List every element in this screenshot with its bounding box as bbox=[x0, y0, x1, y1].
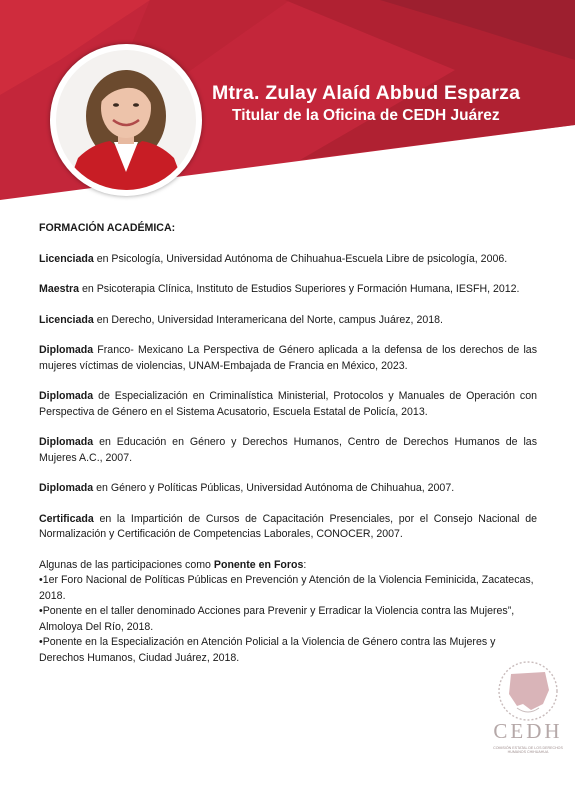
entry-licenciada-derecho bbox=[39, 313, 537, 329]
logo-wordmark: CEDH bbox=[493, 719, 563, 743]
entry-degree: Maestra bbox=[39, 283, 80, 295]
ponente-intro-text: Algunas de las participaciones como bbox=[39, 558, 214, 571]
person-role: Titular de la Oficina de CEDH Juárez bbox=[232, 107, 500, 124]
ponente-intro-bold: Ponente en Foros bbox=[213, 558, 304, 571]
entry-diplomada-franco-mexicano bbox=[39, 343, 537, 374]
entry-text: en Derecho, Universidad Interamericana del Norte, campus Juárez, 2018. bbox=[93, 313, 443, 326]
entry-degree: Diplomada bbox=[39, 344, 94, 356]
ponente-intro-colon: : bbox=[303, 558, 307, 571]
entry-text: en Psicología, Universidad Autónoma de Chihuahua-Escuela Libre de psicología, 2006. bbox=[93, 252, 508, 265]
entry-diplomada-educacion-genero bbox=[39, 435, 537, 466]
entry-text: Franco- Mexicano La Perspectiva de Género aplicada a la defensa de los derechos de las mujeres víctimas de violencias, UNAM-Embajada de Francia en México, 2023. bbox=[39, 344, 537, 372]
entry-degree: Licenciada bbox=[39, 252, 94, 265]
academic-formation bbox=[39, 221, 537, 666]
entry-text: en Psicoterapia Clínica, Instituto de Estudios Superiores y Formación Humana, IESFH, 2012. bbox=[79, 283, 520, 295]
entry-text: en Género y Políticas Públicas, Universidad Autónoma de Chihuahua, 2007. bbox=[93, 482, 455, 494]
entry-maestra-psicoterapia bbox=[39, 282, 537, 298]
entry-degree: Licenciada bbox=[39, 313, 94, 326]
entry-licenciada-psicologia bbox=[39, 252, 537, 268]
ponente-bullet: •1er Foro Nacional de Políticas Públicas en Prevención y Atención de la Violencia Feminicida, Zacatecas, 2018. bbox=[39, 574, 534, 602]
ponente-bullet: •Ponente en el taller denominado Acciones para Prevenir y Erradicar la Violencia contra las Mujeres”, Almoloya Del Río, 2018. bbox=[39, 605, 515, 633]
entry-text: de Especialización en Criminalística Ministerial, Protocolos y Manuales de Operación con Perspectiva de Género en el Sistema Acusatorio, Escuela Estatal de Policía, 2013. bbox=[39, 390, 537, 418]
entry-degree: Diplomada bbox=[39, 390, 94, 402]
ponente-bullet: •Ponente en la Especialización en Atención Policial a la Violencia de Género contra las Mujeres y Derechos Humanos, Ciudad Juárez, 2018. bbox=[39, 636, 496, 664]
header-banner bbox=[0, 0, 575, 200]
entry-degree: Diplomada bbox=[39, 482, 94, 494]
person-name: Mtra. Zulay Alaíd Abbud Esparza bbox=[212, 82, 521, 104]
entry-diplomada-politicas-publicas bbox=[39, 481, 537, 497]
entry-text: en Educación en Género y Derechos Humanos, Centro de Derechos Humanos de las Mujeres A.C., 2007. bbox=[39, 436, 537, 464]
logo-subtitle: COMISIÓN ESTATAL DE LOS DERECHOS HUMANOS CHIHUAHUA bbox=[493, 746, 563, 755]
entry-diplomada-criminalistica bbox=[39, 389, 537, 420]
cedh-emblem-icon bbox=[487, 660, 569, 722]
cedh-logo bbox=[487, 660, 569, 770]
entry-degree: Diplomada bbox=[39, 436, 94, 448]
section-title: FORMACIÓN ACADÉMICA: bbox=[39, 222, 176, 234]
entry-text: en la Impartición de Cursos de Capacitación Presenciales, por el Consejo Nacional de Normalización y Certificación de Competencias Laborales, CONOCER, 2007. bbox=[39, 512, 537, 540]
entry-degree: Certificada bbox=[39, 512, 94, 525]
entry-certificada-conocer bbox=[39, 512, 537, 543]
profile-photo bbox=[50, 44, 202, 196]
ponente-intro bbox=[39, 558, 537, 574]
